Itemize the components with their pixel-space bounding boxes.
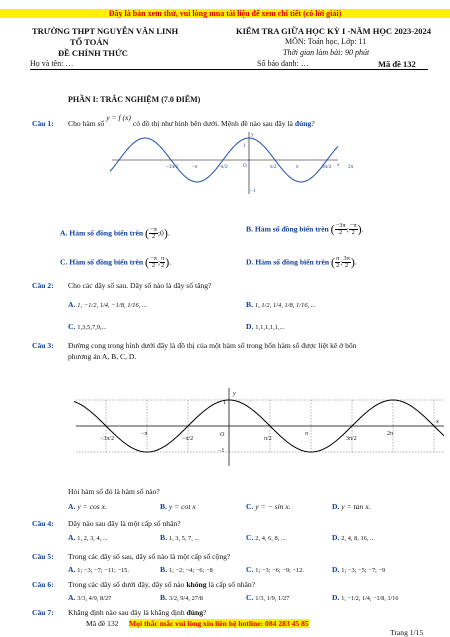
q3-option-c[interactable]: C. y = − sin x. [246, 502, 291, 511]
q6-option-d[interactable]: D. 1, −1/2, 1/4, −1/8, 1/16 [332, 593, 399, 602]
subject: MÔN: Toán học, Lớp: 11 [285, 37, 367, 46]
exam-code: Mã đề 132 [378, 59, 416, 69]
q3-xtick: −π/2 [182, 436, 194, 442]
q3-option-b[interactable]: B. y = cot x [160, 502, 196, 511]
q5-option-b[interactable]: B. 1; −2; −4; −6; −8 [160, 565, 213, 574]
q4-option-c[interactable]: C. 2, 4, 6, 8, ... [246, 533, 286, 542]
q6-label: Câu 6: [32, 580, 54, 589]
q4-text: Dãy nào sau đây là một cấp số nhân? [68, 519, 181, 528]
q3-ask: Hỏi hàm số đó là hàm số nào? [68, 487, 160, 496]
department: TỔ TOÁN [70, 37, 109, 47]
q1-option-a[interactable]: A. Hàm số đồng biến trên ( $\frac{-\pi}{2}$ ;0). [60, 225, 170, 240]
q5-label: Câu 5: [32, 552, 54, 561]
q2-option-d[interactable]: D. 1,1,1,1,1,... [246, 322, 285, 331]
q4-option-d[interactable]: D. 2, 4, 8, 16, ... [332, 533, 375, 542]
q1-option-b[interactable]: B. Hàm số đồng biến trên ( $\frac{-3\pi}{2}$ ; $\frac{-\pi}{2}$ ). [246, 221, 364, 236]
q3-ytick-neg1: −1 [218, 448, 225, 454]
q1-xtick: −π/2 [218, 164, 228, 170]
q3-xtick: π/2 [264, 436, 272, 442]
q1-origin-label: O [243, 163, 247, 169]
q3-text-1: Đường cong trong hình dưới đây là đồ thị của một hàm số trong bốn hàm số được liệt kê ở bốn [68, 341, 357, 350]
q6-option-a[interactable]: A. 3/3, 4/9, 8/27 [68, 593, 112, 602]
q7-label: Câu 7: [32, 608, 54, 617]
footer-hotline: Mọi thắc mắc vui lòng xin liên hệ hotline: 084 283 45 85 [129, 619, 309, 628]
q3-xtick: −3π/2 [100, 436, 115, 442]
q6-option-c[interactable]: C. 1/3, 1/9, 1/27 [246, 593, 290, 602]
q1-option-c[interactable]: C. Hàm số đồng biến trên ( $\frac{-\pi}{2}$ ; $\frac{\pi}{2}$ ). [60, 254, 172, 269]
q3-option-d[interactable]: D. y = tan x. [332, 502, 371, 511]
q4-option-a[interactable]: A. 1, 2, 3, 4, ... [68, 533, 108, 542]
exam-title: KIỂM TRA GIỮA HỌC KỲ I -NĂM HỌC 2023-2024 [236, 26, 432, 36]
q3-ytick-1: 1 [223, 400, 226, 406]
q3-xtick: 3π/2 [346, 436, 357, 442]
q6-option-b[interactable]: B. 3/2, 9/4, 27/8 [160, 593, 203, 602]
q3-option-a[interactable]: A. y = cos x. [68, 502, 107, 511]
duration: Thời gian làm bài: 90 phút [283, 48, 370, 57]
q3-label: Câu 3: [32, 341, 54, 350]
q5-option-a[interactable]: A. 1; −3; −7; −11; −15. [68, 565, 129, 574]
q3-xtick: 2π [387, 431, 394, 437]
q1-xtick: π [296, 164, 299, 170]
q1-xtick: 3π/2 [322, 164, 332, 170]
q1-xtick: 2π [348, 164, 354, 170]
q1-xtick: −3π/2 [166, 164, 179, 170]
q1-option-d[interactable]: D. Hàm số đồng biến trên ( $\frac{\pi}{2}$ ; $\frac{3\pi}{2}$ ). [246, 254, 357, 269]
footer-code: Mã đề 132 [86, 619, 119, 628]
q2-text: Cho các dãy số sau. Dãy số nào là dãy số tăng? [68, 281, 212, 290]
q1-ytick-1: 1 [243, 143, 246, 149]
q1-ytick-neg1: −1 [250, 188, 256, 194]
q5-option-c[interactable]: C. 1; −3; −6; −9; −12. [246, 565, 304, 574]
q3-x-label: x [436, 419, 439, 425]
q1-xtick: −π [192, 164, 198, 170]
q2-option-a[interactable]: A. 1, −1/2, 1/4, −1/8, 1/16, ... [68, 300, 147, 309]
name-field: Họ và tên: … [30, 59, 74, 68]
q7-text: Khẳng định nào sau đây là khẳng định đúng? [68, 608, 207, 617]
q5-option-d[interactable]: D. 1; −3; −5; −7; −9 [332, 565, 386, 574]
q6-text: Trong các dãy số dưới đây, dãy số nào không là cấp số nhân? [68, 580, 256, 589]
q3-text-2: phương án A, B, C, D. [68, 352, 137, 361]
official-label: ĐỀ CHÍNH THỨC [58, 48, 128, 58]
section-title: PHẦN I: TRẮC NGHIỆM (7.0 ĐIỂM) [68, 95, 201, 104]
q1-text: Cho hàm số y = f (x) có đồ thị như hình bên dưới. Mệnh đề nào sau đây là đúng? [68, 113, 315, 128]
q3-origin-label: O [220, 432, 225, 438]
q1-a-frac: $\frac{-\pi}{2}$ [150, 225, 157, 240]
q2-option-b[interactable]: B. 1, 1/2, 1/4, 1/8, 1/16, ... [246, 300, 316, 309]
q3-xtick: −π [141, 431, 148, 437]
sbd-field: Số báo danh: … [257, 59, 309, 68]
q3-xtick: π [305, 431, 309, 437]
q1-x-label: x [337, 162, 340, 168]
q1-xtick: π/2 [270, 164, 277, 170]
preview-banner: Đây là bản xem thử, vui lòng mua tài liệu để xem chi tiết (có lời giải) [0, 9, 450, 18]
q3-y-label: y [233, 391, 236, 397]
q2-option-c[interactable]: C. 1,3,5,7,9,... [68, 322, 107, 331]
q1-graph [110, 130, 354, 196]
header-rule [30, 69, 428, 70]
school-name: TRƯỜNG THPT NGUYỄN VĂN LINH [32, 26, 179, 36]
q4-option-b[interactable]: B. 1, 3, 5, 7, ... [160, 533, 200, 542]
q1-label: Câu 1: [32, 119, 54, 128]
q4-label: Câu 4: [32, 519, 54, 528]
q3-graph [74, 386, 446, 468]
q1-y-label: y [251, 132, 254, 138]
page-number: Trang 1/15 [390, 628, 424, 637]
q5-text: Trong các dãy số sau, dãy số nào là một cấp số cộng? [68, 552, 231, 561]
q2-label: Câu 2: [32, 281, 54, 290]
